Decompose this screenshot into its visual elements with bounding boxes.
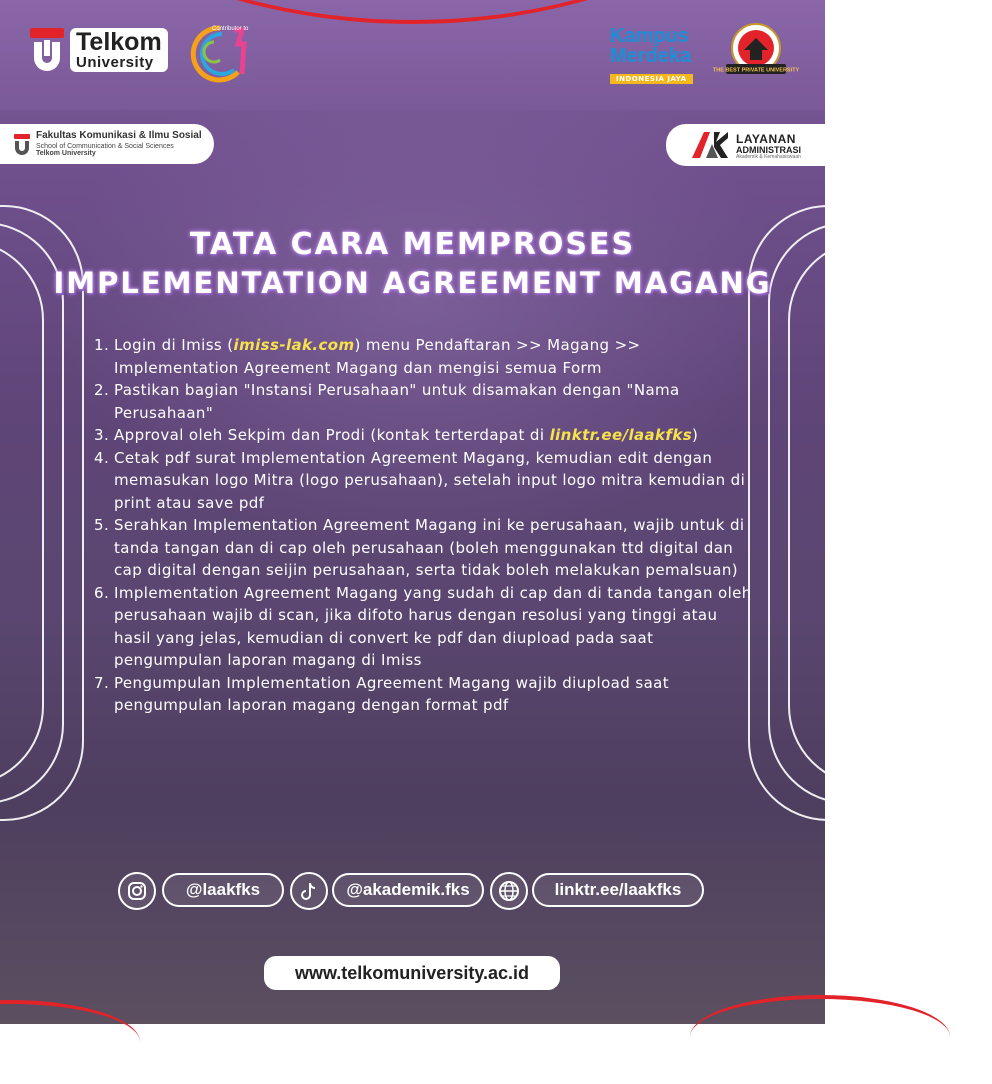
- layanan-line1: LAYANAN: [736, 132, 796, 146]
- title-line2: IMPLEMENTATION AGREEMENT MAGANG: [53, 266, 772, 300]
- step-number: 6.: [94, 583, 110, 602]
- red-arc-bottom-right: [690, 995, 950, 1079]
- step-text: Serahkan Implementation Agreement Magang ini ke perusahaan, wajib untuk di tanda tangan dan di cap oleh perusahaan (boleh menggunakan ttd digital dan cap digital dengan seijin perusahaan, serta tidak boleh melakukan pemalsuan): [114, 516, 745, 579]
- faculty-university: Telkom University: [36, 150, 96, 157]
- page-title: [0, 226, 825, 302]
- layanan-text: [736, 133, 801, 160]
- instagram-icon[interactable]: [118, 872, 156, 910]
- anniversary-63-logo: [190, 20, 260, 82]
- step-number: 7.: [94, 673, 110, 692]
- telkom-mark-icon: [14, 134, 30, 154]
- telkom-line2: University: [76, 54, 154, 71]
- faculty-english: School of Communication & Social Sciences: [36, 143, 174, 150]
- step-number: 5.: [94, 516, 110, 534]
- telkom-line1: Telkom: [76, 28, 162, 56]
- layanan-mark-icon: [690, 130, 730, 160]
- kampus-line1: Kampus: [610, 25, 689, 47]
- telkom-university-logo: [30, 26, 168, 74]
- step-text: ) menu Pendaftaran >> Magang >> Implementation Agreement Magang dan mengisi semua Form: [114, 336, 641, 377]
- step-item: [94, 424, 754, 447]
- step-text: ): [692, 426, 699, 444]
- tiktok-handle[interactable]: @akademik.fks: [332, 873, 484, 907]
- step-number: 4.: [94, 448, 110, 467]
- step-text: Login di Imiss (: [114, 336, 234, 354]
- layanan-line2: ADMINISTRASI: [736, 145, 801, 155]
- imiss-link[interactable]: imiss-lak.com: [233, 336, 355, 354]
- step-text: Approval oleh Sekpim dan Prodi (kontak terterdapat di: [114, 426, 550, 444]
- step-number: 3.: [94, 426, 110, 444]
- step-text: Cetak pdf surat Implementation Agreement Magang, kemudian edit dengan memasukan logo Mitra (logo perusahaan), setelah input logo mitra kemudian di print atau save pdf: [114, 448, 746, 512]
- track-outline-right: [788, 240, 992, 786]
- kampus-line2: Merdeka: [610, 45, 692, 67]
- step-item: [94, 379, 754, 424]
- step-text: Pengumpulan Implementation Agreement Magang wajib diupload saat pengumpulan laporan magang dengan format pdf: [114, 673, 670, 714]
- faculty-logo-pill: [0, 124, 214, 164]
- step-item: [94, 334, 754, 379]
- step-item: [94, 672, 754, 717]
- steps-list: [94, 334, 754, 717]
- step-number: 1.: [94, 336, 110, 354]
- linktree-link[interactable]: linktr.ee/laakfks: [549, 426, 693, 444]
- layanan-administrasi-pill: [666, 124, 846, 166]
- red-arc-bottom-left: [0, 1000, 140, 1084]
- faculty-name: Fakultas Komunikasi & Ilmu Sosial: [36, 130, 202, 141]
- telkom-mark-icon: [30, 26, 64, 74]
- instagram-handle[interactable]: @laakfks: [162, 873, 284, 907]
- step-number: 2.: [94, 381, 110, 399]
- faculty-text: [36, 131, 202, 157]
- globe-icon[interactable]: [490, 872, 528, 910]
- step-text: Implementation Agreement Magang yang sudah di cap dan di tanda tangan oleh perusahaan wajib di scan, jika difoto harus dengan resolusi yang tinggi atau hasil yang jelas, kemudian di convert ke pdf dan diupload pada saat pengumpulan laporan magang di Imiss: [114, 583, 752, 669]
- track-outline-left: [0, 240, 44, 786]
- step-item: [94, 582, 754, 672]
- svg-text:Contributor to: Contributor to: [212, 26, 249, 32]
- kampus-line3: INDONESIA JAYA: [610, 74, 693, 84]
- svg-text:THE BEST PRIVATE UNIVERSITY: THE BEST PRIVATE UNIVERSITY: [712, 67, 800, 74]
- tiktok-icon[interactable]: [290, 872, 328, 910]
- step-text: Pastikan bagian "Instansi Perusahaan" untuk disamakan dengan "Nama Perusahaan": [114, 381, 680, 422]
- step-item: [94, 447, 754, 515]
- best-private-university-emblem: [712, 20, 800, 80]
- title-line1: TATA CARA MEMPROSES: [189, 227, 636, 262]
- linktree-handle[interactable]: linktr.ee/laakfks: [532, 873, 704, 907]
- kampus-merdeka-logo: [610, 25, 710, 83]
- telkom-wordmark: [70, 28, 168, 72]
- layanan-line3: Akademik & Kemahasiswaan: [736, 154, 801, 160]
- website-url[interactable]: www.telkomuniversity.ac.id: [264, 956, 560, 990]
- step-item: [94, 514, 754, 582]
